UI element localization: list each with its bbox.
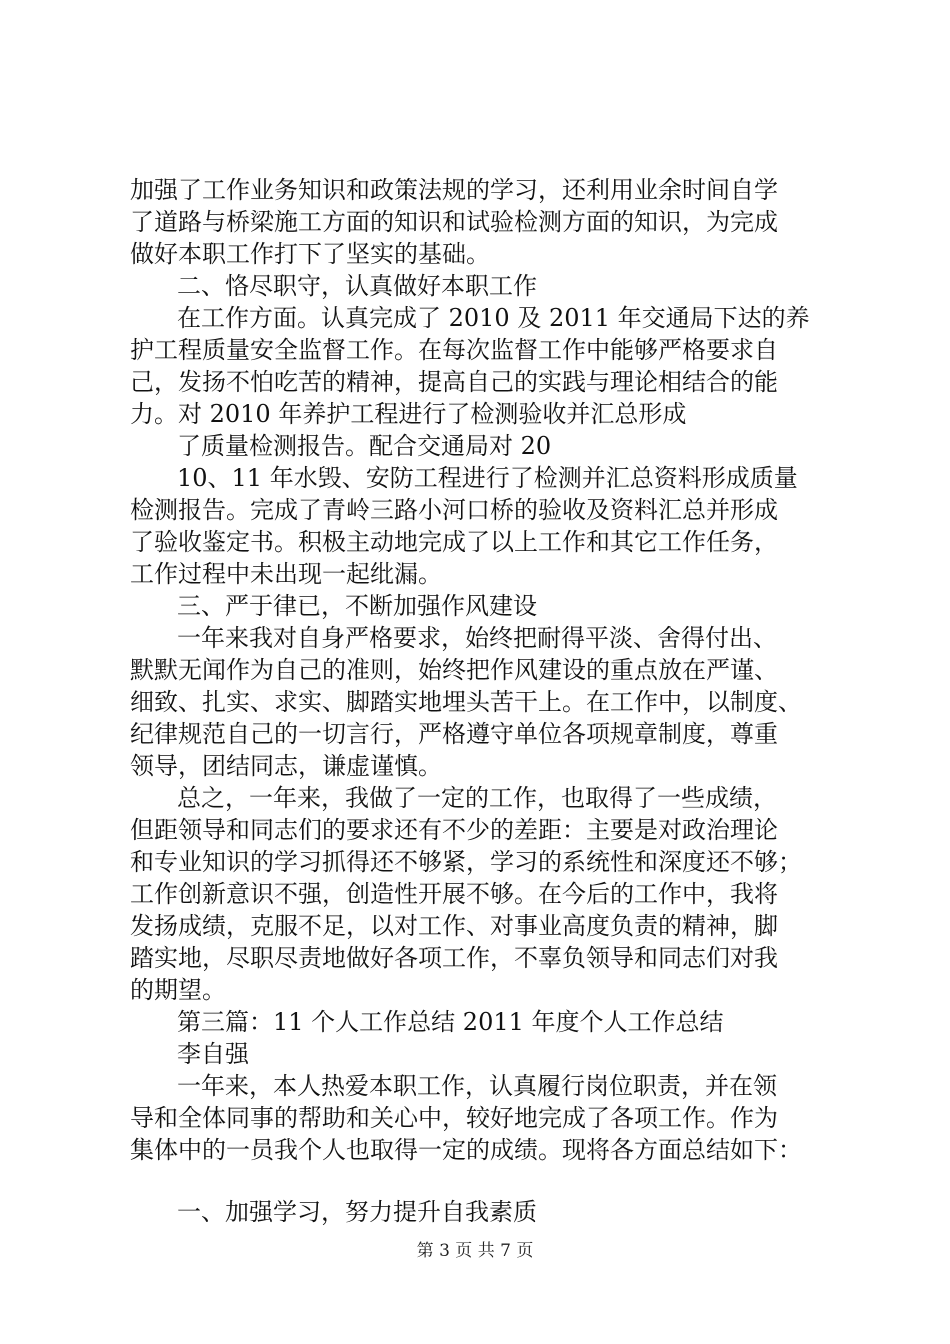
text-line: 工作创新意识不强，创造性开展不够。在今后的工作中，我将 bbox=[130, 880, 778, 908]
text-line: 领导，团结同志，谦虚谨慎。 bbox=[130, 752, 442, 780]
text-line: 力。对 2010 年养护工程进行了检测验收并汇总形成 bbox=[130, 400, 687, 428]
text-line: 纪律规范自己的一切言行，严格遵守单位各项规章制度，尊重 bbox=[130, 720, 778, 748]
document-body bbox=[130, 174, 850, 1228]
text-line: 一年来我对自身严格要求，始终把耐得平淡、舍得付出、 bbox=[177, 624, 777, 652]
author-name: 李自强 bbox=[177, 1040, 249, 1068]
text-line: 加强了工作业务知识和政策法规的学习，还利用业余时间自学 bbox=[130, 176, 778, 204]
article-title: 第三篇：11 个人工作总结 2011 年度个人工作总结 bbox=[177, 1008, 724, 1036]
text-line: 检测报告。完成了青岭三路小河口桥的验收及资料汇总并形成 bbox=[130, 496, 778, 524]
text-line: 了验收鉴定书。积极主动地完成了以上工作和其它工作任务， bbox=[130, 528, 778, 556]
text-line: 做好本职工作打下了坚实的基础。 bbox=[130, 240, 490, 268]
text-line: 在工作方面。认真完成了 2010 及 2011 年交通局下达的养 bbox=[177, 304, 810, 332]
section-heading: 二、恪尽职守，认真做好本职工作 bbox=[177, 272, 537, 300]
text-line: 了质量检测报告。配合交通局对 20 bbox=[177, 432, 552, 460]
section-heading: 三、严于律已，不断加强作风建设 bbox=[177, 592, 537, 620]
text-line: 细致、扎实、求实、脚踏实地埋头苦干上。在工作中，以制度、 bbox=[130, 688, 802, 716]
text-line: 总之，一年来，我做了一定的工作，也取得了一些成绩， bbox=[177, 784, 777, 812]
text-line: 一年来，本人热爱本职工作，认真履行岗位职责，并在领 bbox=[177, 1072, 777, 1100]
page-footer: 第 3 页 共 7 页 bbox=[416, 1241, 534, 1261]
text-line: 导和全体同事的帮助和关心中，较好地完成了各项工作。作为 bbox=[130, 1104, 778, 1132]
text-line: 但距领导和同志们的要求还有不少的差距：主要是对政治理论 bbox=[130, 816, 778, 844]
text-line: 默默无闻作为自己的准则，始终把作风建设的重点放在严谨、 bbox=[130, 656, 778, 684]
section-heading: 一、加强学习，努力提升自我素质 bbox=[177, 1198, 537, 1226]
text-line: 发扬成绩，克服不足，以对工作、对事业高度负责的精神，脚 bbox=[130, 912, 778, 940]
paragraph-gap bbox=[130, 1166, 850, 1196]
text-line: 10、11 年水毁、安防工程进行了检测并汇总资料形成质量 bbox=[177, 464, 798, 492]
text-line: 己，发扬不怕吃苦的精神，提高自己的实践与理论相结合的能 bbox=[130, 368, 778, 396]
text-line: 的期望。 bbox=[130, 976, 226, 1004]
text-line: 和专业知识的学习抓得还不够紧，学习的系统性和深度还不够； bbox=[130, 848, 802, 876]
text-line: 护工程质量安全监督工作。在每次监督工作中能够严格要求自 bbox=[130, 336, 778, 364]
text-line: 了道路与桥梁施工方面的知识和试验检测方面的知识，为完成 bbox=[130, 208, 778, 236]
text-line: 集体中的一员我个人也取得一定的成绩。现将各方面总结如下： bbox=[130, 1136, 802, 1164]
text-line: 踏实地，尽职尽责地做好各项工作，不辜负领导和同志们对我 bbox=[130, 944, 778, 972]
text-line: 工作过程中未出现一起纰漏。 bbox=[130, 560, 442, 588]
